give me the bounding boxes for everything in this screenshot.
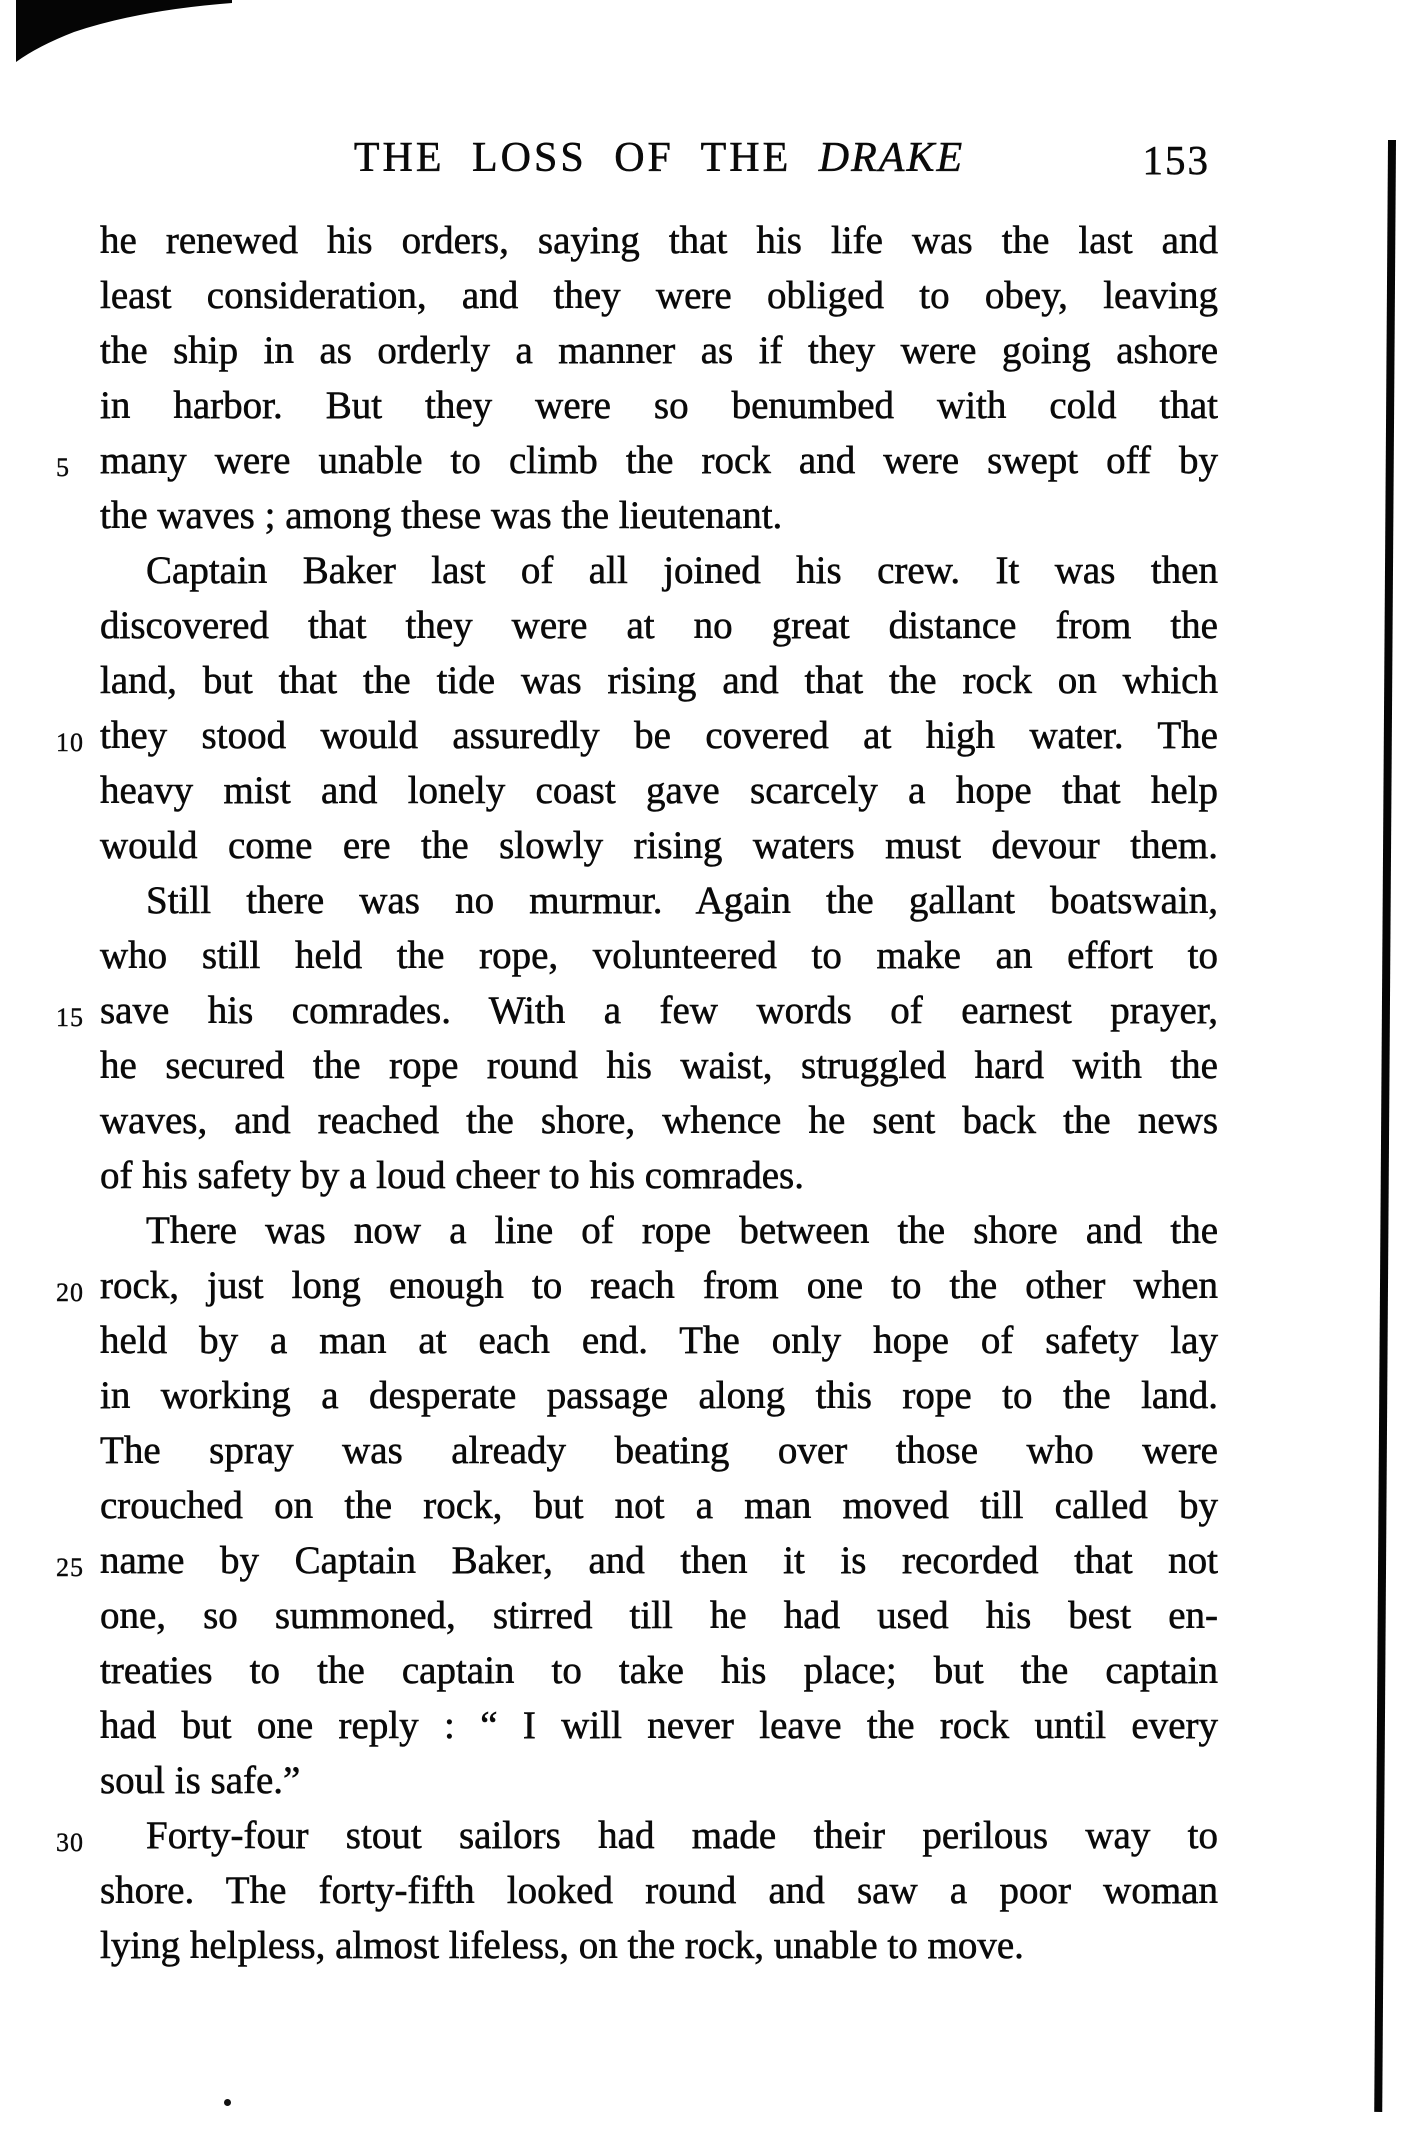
text-line: 15 save his comrades. With a few words of earnest prayer, [100, 983, 1218, 1038]
margin-line-number: 25 [56, 1553, 84, 1582]
text-line: waves, and reached the shore, whence he sent back the news [100, 1099, 1218, 1142]
text-line: The spray was already beating over those who were [100, 1429, 1218, 1472]
text-line: lying helpless, almost lifeless, on the rock, unable to move. [100, 1924, 1024, 1967]
text-line: discovered that they were at no great distance from the [100, 604, 1218, 647]
margin-line-number: 30 [56, 1828, 84, 1857]
page-title-text: THE LOSS OF THE [353, 135, 792, 181]
text-line: Captain Baker last of all joined his crew. It was then [146, 549, 1218, 592]
text-line: 25 name by Captain Baker, and then it is recorded that not [100, 1533, 1218, 1588]
margin-line-number: 15 [56, 1003, 84, 1032]
margin-line-number: 10 [56, 728, 84, 757]
text-line: had but one reply : “ I will never leave the rock until every [100, 1704, 1218, 1747]
text-line: in working a desperate passage along this rope to the land. [100, 1374, 1218, 1417]
text-line: land, but that the tide was rising and that the rock on which [100, 659, 1218, 702]
text-line: least consideration, and they were obliged to obey, leaving [100, 274, 1218, 317]
text-line: treaties to the captain to take his place; but the captain [100, 1649, 1218, 1692]
text-line: who still held the rope, volunteered to make an effort to [100, 934, 1218, 977]
text-line: crouched on the rock, but not a man moved till called by [100, 1484, 1218, 1527]
margin-line-number: 20 [56, 1278, 84, 1307]
text-line: one, so summoned, stirred till he had used his best en- [100, 1594, 1218, 1637]
text-line: shore. The forty-fifth looked round and saw a poor woman [100, 1869, 1218, 1912]
page-title-italic: DRAKE [818, 135, 965, 181]
running-header [100, 133, 1218, 185]
body-text [56, 213, 1218, 1973]
page-number: 153 [1142, 137, 1210, 183]
margin-line-number: 5 [56, 453, 70, 482]
text-line: Still there was no murmur. Again the gallant boatswain, [146, 879, 1218, 922]
text-line: heavy mist and lonely coast gave scarcely a hope that help [100, 769, 1218, 812]
text-line: would come ere the slowly rising waters must devour them. [100, 824, 1218, 867]
text-line: in harbor. But they were so benumbed with cold that [100, 384, 1218, 427]
text-line: the ship in as orderly a manner as if they were going ashore [100, 329, 1218, 372]
text-line: held by a man at each end. The only hope of safety lay [100, 1319, 1218, 1362]
page-title [100, 133, 1218, 183]
text-line: There was now a line of rope between the shore and the [146, 1209, 1218, 1252]
text-line: he secured the rope round his waist, struggled hard with the [100, 1044, 1218, 1087]
text-line: 5 many were unable to climb the rock and were swept off by [100, 433, 1218, 488]
ink-dot-artifact [224, 2099, 231, 2106]
scan-edge-bar [1374, 140, 1396, 2112]
text-line: 10 they stood would assuredly be covered at high water. The [100, 708, 1218, 763]
text-line: 20 rock, just long enough to reach from one to the other when [100, 1258, 1218, 1313]
text-line: the waves ; among these was the lieutenant. [100, 494, 783, 537]
scan-corner-artifact [0, 0, 250, 70]
text-line: soul is safe.” [100, 1759, 301, 1802]
text-line: he renewed his orders, saying that his life was the last and [100, 219, 1218, 262]
text-line: of his safety by a loud cheer to his comrades. [100, 1154, 804, 1197]
text-line: 30 Forty-four stout sailors had made their perilous way to [100, 1808, 1218, 1863]
